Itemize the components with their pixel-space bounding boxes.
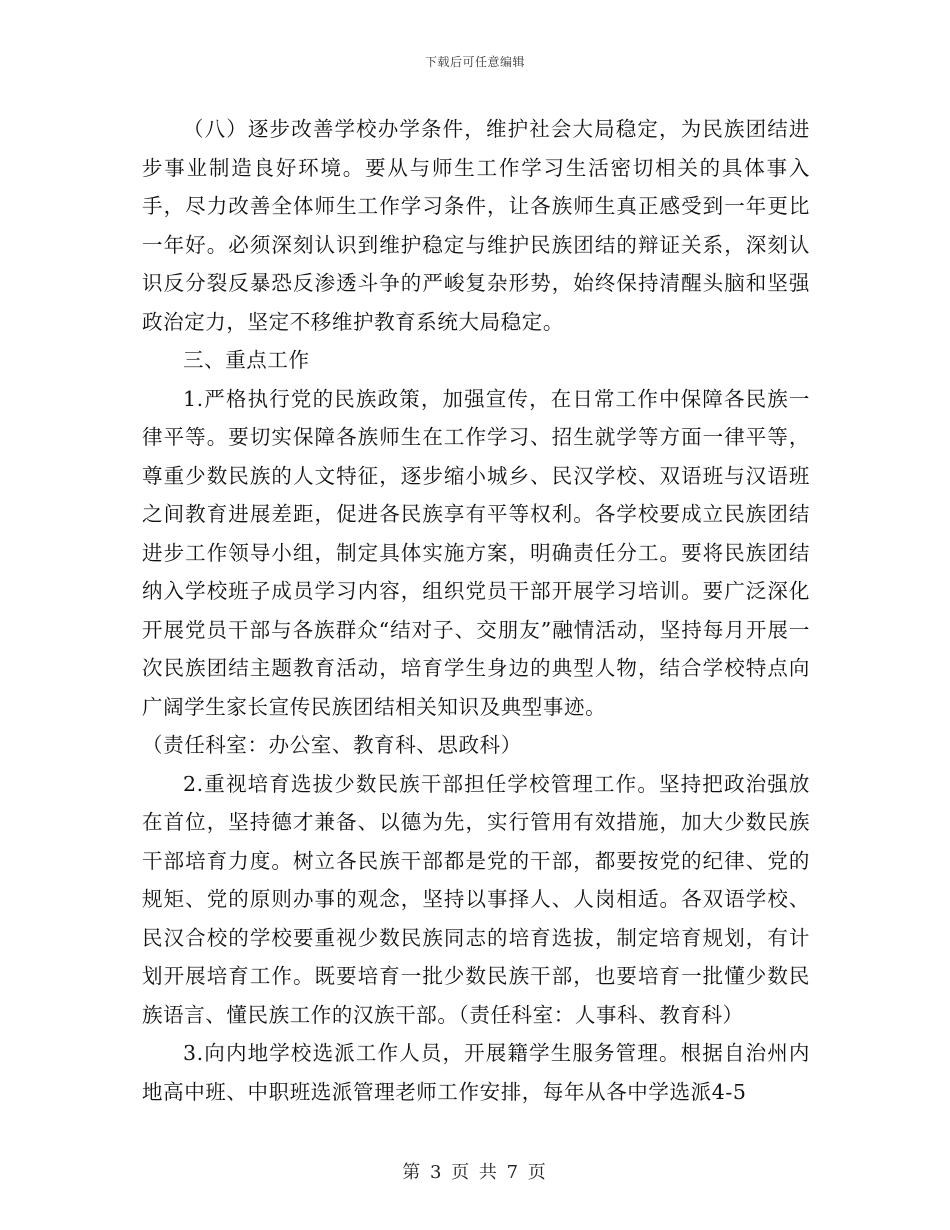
paragraph-8: （八）逐步改善学校办学条件，维护社会大局稳定，为民族团结进步事业制造良好环境。要从与师生工作学习生活密切相关的具体事入手，尽力改善全体师生工作学习条件，让各族师生真正感受到一年更比一年好。必须深刻认识到维护稳定与维护民族团结的辩证关系，深刻认识反分裂反暴恐反渗透斗争的严峻复杂形势，始终保持清醒头脑和坚强政治定力，坚定不移维护教育系统大局稳定。 <box>142 117 810 334</box>
item-1-paragraph: 1.严格执行党的民族政策，加强宣传，在日常工作中保障各民族一律平等。要切实保障各族师生在工作学习、招生就学等方面一律平等，尊重少数民族的人文特征，逐步缩小城乡、民汉学校、双语班与汉语班之间教育进展差距，促进各民族享有平等权利。各学校要成立民族团结进步工作领导小组，制定具体实施方案，明确责任分工。要将民族团结纳入学校班子成员学习内容，组织党员干部开展学习培训。要广泛深化开展党员干部与各族群众“结对子、交朋友”融情活动，坚持每月开展一次民族团结主题教育活动，培育学生身边的典型人物，结合学校特点向广阔学生家长宣传民族团结相关知识及典型事迹。 <box>142 386 810 719</box>
section-heading-key-work: 三、重点工作 <box>183 348 310 372</box>
item-2-paragraph: 2.重视培育选拔少数民族干部担任学校管理工作。坚持把政治强放在首位，坚持德才兼备、以德为先，实行管用有效措施，加大少数民族干部培育力度。树立各民族干部都是党的干部，都要按党的纪律、党的规矩、党的原则办事的观念，坚持以事择人、人岗相适。各双语学校、民汉合校的学校要重视少数民族同志的培育选拔，制定培育规划，有计划开展培育工作。既要培育一批少数民族干部，也要培育一批懂少数民族语言、懂民族工作的汉族干部。（责任科室：人事科、教育科） <box>142 771 810 1027</box>
document-body <box>142 110 810 1111</box>
page-header: 下载后可任意编辑 <box>424 55 525 69</box>
item-1-responsibility: （责任科室：办公室、教育科、思政科） <box>142 733 522 757</box>
item-3-paragraph: 3.向内地学校选派工作人员，开展籍学生服务管理。根据自治州内地高中班、中职班选派管理老师工作安排，每年从各中学选派4-5 <box>142 1041 810 1104</box>
page-number: 第 3 页 共 7 页 <box>402 1162 548 1183</box>
